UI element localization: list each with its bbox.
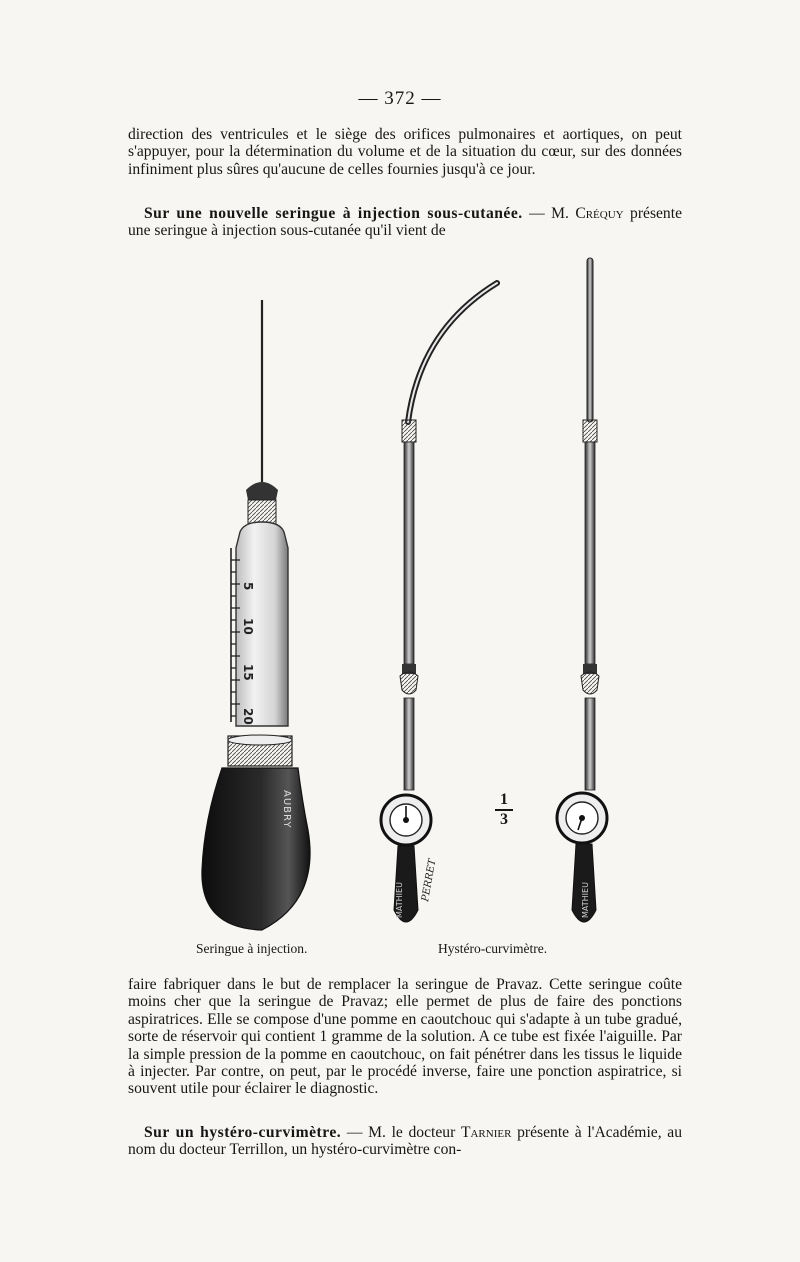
syringe-drawing <box>202 300 310 930</box>
scale-numerator: 1 <box>500 791 508 808</box>
curvimeter-straight-drawing <box>557 258 607 922</box>
prefix: M. le docteur <box>368 1124 461 1141</box>
dash: — <box>522 205 552 222</box>
scale-denominator: 3 <box>500 811 508 828</box>
section-heading-curvimeter: Sur un hystéro-curvimètre. <box>144 1124 342 1141</box>
syringe-maker-mark: AUBRY <box>281 790 292 829</box>
instrument-illustration <box>0 240 800 970</box>
scale-mark-5: 5 <box>241 582 255 591</box>
dash: — <box>341 1124 369 1141</box>
paragraph-continuation: direction des ventricules et le siège des orifices pulmonaires et aortiques, on peut s'appuyer, pour la détermination du volume et de la situation du cœur, sur des données infiniment plus sûres qu'aucune de celles fournies jusqu'à ce jour. <box>128 126 682 178</box>
scale-mark-10: 10 <box>241 618 255 635</box>
caption-syringe: Seringue à injection. <box>196 941 308 956</box>
curvimeter-maker-mark-2: MATHIEU <box>581 882 590 918</box>
section-text: présente une seringue à injection sous-cutanée qu'il vient de <box>128 205 682 240</box>
section-syringe <box>128 205 682 240</box>
curvimeter-curved-drawing <box>381 283 497 922</box>
scale-mark-15: 15 <box>241 664 255 681</box>
scale-fraction <box>493 792 515 828</box>
caption-curvimeter: Hystéro-curvimètre. <box>438 941 548 956</box>
section-text: présente à l'Académie, au nom du docteur Terrillon, un hystéro-curvimètre con- <box>128 1124 682 1159</box>
author-name: Tarnier <box>460 1124 512 1141</box>
section-curvimeter <box>128 1124 682 1159</box>
scale-mark-20: 20 <box>241 708 255 725</box>
section-heading-syringe: Sur une nouvelle seringue à injection sous-cutanée. <box>144 205 523 222</box>
paragraph-syringe-description: faire fabriquer dans le but de remplacer la seringue de Pravaz. Cette seringue coûte moins cher que la seringue de Pravaz; elle permet de plus de faire des ponctions aspiratrices. Elle se compose d'une pomme en caoutchouc qui s'adapte à un tube gradué, sorte de réservoir qui contient 1 gramme de la solution. A ce tube est fixée l'aiguille. Par la simple pression de la pomme en caoutchouc, on fait pénétrer dans les tissus le liquide à injecter. Par contre, on peut, par le procédé inverse, faire une ponction aspiratrice, si souvent utile pour éclairer le diagnostic. <box>128 976 682 1098</box>
author-name: Créquy <box>575 205 624 222</box>
curvimeter-maker-mark: MATHIEU <box>395 882 404 918</box>
prefix: M. <box>551 205 576 222</box>
page-number: — 372 — <box>358 88 442 109</box>
engraver-signature: PERRET <box>420 858 439 903</box>
